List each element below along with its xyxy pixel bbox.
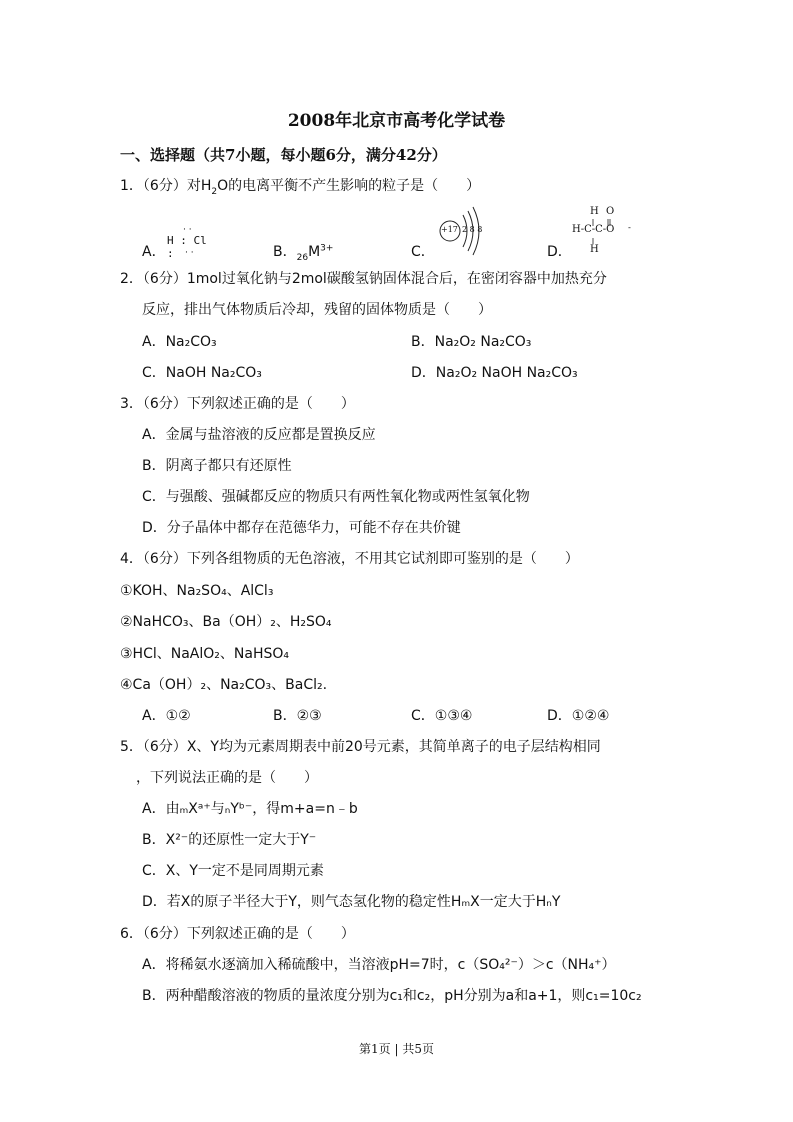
q4-group-3: ③HCl、NaAlO₂、NaHSO₄ <box>120 646 289 662</box>
q5-stem-line2: ，下列说法正确的是（ ） <box>136 770 318 786</box>
page-footer: 第1页 | 共5页 <box>359 1042 434 1056</box>
q2-option-b: B．Na₂O₂ Na₂CO₃ <box>411 334 532 350</box>
q4-group-4: ④Ca（OH）₂、Na₂CO₃、BaCl₂. <box>120 677 328 693</box>
q4-stem: 4．（6分）下列各组物质的无色溶液，不用其它试剂即可鉴别的是（ ） <box>120 551 579 567</box>
q1-option-a-label: A． <box>142 244 166 260</box>
q4-group-2: ②NaHCO₃、Ba（OH）₂、H₂SO₄ <box>120 614 332 630</box>
q6-option-b: B．两种醋酸溶液的物质的量浓度分别为c₁和c₂，pH分别为a和a+1，则c₁=10c₂ <box>142 988 642 1004</box>
svg-text:-: - <box>628 223 631 232</box>
q1-option-d-structural-formula: H O - H-C-C-O H <box>572 206 631 255</box>
q1-option-c-label: C． <box>411 244 435 260</box>
q6-option-a: A．将稀氨水逐滴加入稀硫酸中，当溶液pH=7时，c（SO₄²⁻）＞c（NH₄⁺） <box>142 957 616 973</box>
q2-option-c: C．NaOH Na₂CO₃ <box>142 365 262 381</box>
q3-option-b: B．阴离子都只有还原性 <box>142 458 292 474</box>
q1-option-a-electron-formula: · · · · H : Cl : <box>167 225 207 260</box>
q5-option-b: B．X²⁻的还原性一定大于Y⁻ <box>142 832 317 848</box>
q2-option-a: A．Na₂CO₃ <box>142 334 217 350</box>
q5-option-d: D．若X的原子半径大于Y，则气态氢化物的稳定性HₘX一定大于HₙY <box>142 894 561 910</box>
q4-option-c: C．①③④ <box>411 708 473 724</box>
section-heading: 一、选择题（共7小题，每小题6分，满分42分） <box>120 146 447 164</box>
q1-option-c-atom-diagram: +17 2 8 8 <box>436 205 486 257</box>
q3-option-a: A．金属与盐溶液的反应都是置换反应 <box>142 427 376 443</box>
q4-option-b: B．②③ <box>273 708 322 724</box>
q6-stem: 6．（6分）下列叙述正确的是（ ） <box>120 926 355 942</box>
q2-stem-line2: 反应，排出气体物质后冷却，残留的固体物质是（ ） <box>142 302 492 318</box>
svg-text:· ·: · · <box>183 225 192 235</box>
q5-option-a: A．由ₘXᵃ⁺与ₙYᵇ⁻，得m+a=n﹣b <box>142 801 358 817</box>
q3-option-c: C．与强酸、强碱都反应的物质只有两性氧化物或两性氢氧化物 <box>142 489 530 505</box>
q2-stem-line1: 2．（6分）1mol过氧化钠与2mol碳酸氢钠固体混合后，在密闭容器中加热充分 <box>120 271 607 287</box>
q1-stem: 1．（6分）对$H_2O$的电离平衡不产生影响的粒子是（ ） <box>120 178 481 197</box>
q3-stem: 3．（6分）下列叙述正确的是（ ） <box>120 396 355 412</box>
q1-option-d-label: D． <box>547 244 572 260</box>
q4-option-d: D．①②④ <box>547 708 610 724</box>
q2-option-d: D．Na₂O₂ NaOH Na₂CO₃ <box>411 365 578 381</box>
q4-option-a: A．①② <box>142 708 191 724</box>
q4-group-1: ①KOH、Na₂SO₄、AlCl₃ <box>120 583 274 599</box>
q1-option-b: B．$_{26}M^{3+}$ <box>273 243 334 263</box>
q5-stem-line1: 5．（6分）X、Y均为元素周期表中前20号元素，其简单离子的电子层结构相同 <box>120 739 601 755</box>
q3-option-d: D．分子晶体中都存在范德华力，可能不存在共价键 <box>142 520 461 536</box>
svg-text:· ·: · · <box>185 248 194 258</box>
q5-option-c: C．X、Y一定不是同周期元素 <box>142 863 324 879</box>
page-title: 2008年北京市高考化学试卷 <box>287 111 506 131</box>
